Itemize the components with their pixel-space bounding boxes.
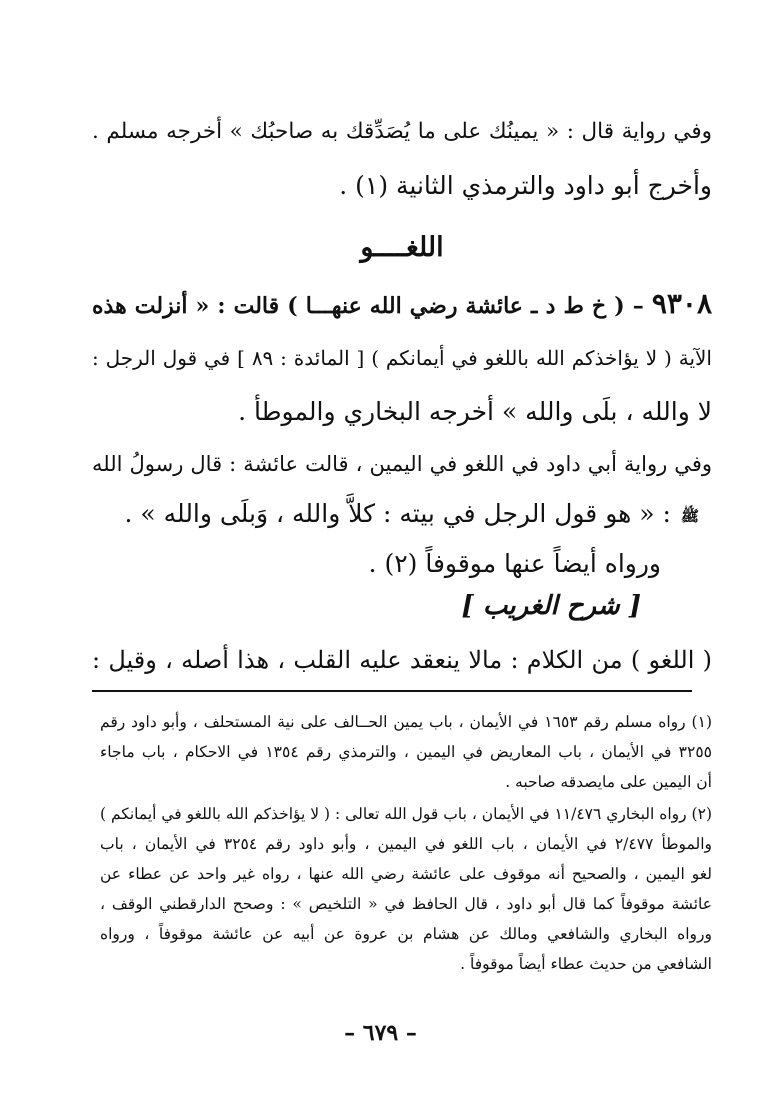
footnote-2-line-5: ورواه البخاري والشافعي ومالك عن هشام بن عروة عن أبيه عن عائشة موقوفاً ، ورواه <box>100 925 712 943</box>
salawat-symbol: ﷺ <box>680 506 699 525</box>
footnote-2-line-1: (٢) رواه البخاري ١١/٤٧٦ في الأيمان ، باب قول الله تعالى : ( لا يؤاخذكم الله باللغو في أيمانكم ) <box>99 805 712 823</box>
footnote-2-line-3: لغو اليمين ، والصحيح أنه موقوف على عائشة رضي الله عنها ، رواه غير واحد عن عطاء عن <box>100 865 712 883</box>
text-line-7-content: : « هو قول الرجل في بيته : كلاَّ والله ، وَبلَى والله » . <box>124 499 671 528</box>
section-title: اللغــــو <box>360 232 444 263</box>
text-line-4: الآية ( لا يؤاخذكم الله باللغو في أيمانكم ) [ المائدة : ٨٩ ] في قول الرجل : <box>92 346 712 370</box>
text-line-7 <box>125 494 702 534</box>
text-line-8: ورواه أيضاً عنها موقوفاً (٢) . <box>368 549 661 578</box>
footnote-2-line-2: والموطأ ٢/٤٧٧ في الأيمان ، باب اللغو في اليمين ، وأبو داود رقم ٣٢٥٤ في الأيمان ، باب <box>100 835 713 853</box>
hadith-header-line <box>92 284 712 326</box>
hadith-header-text: – ( خ ط د ـ عائشة رضي الله عنهـــا ) قالت : « أنزلت هذه <box>92 293 644 319</box>
footnote-1-line-3: أن اليمين على مايصدقه صاحبه . <box>505 773 712 791</box>
sharh-heading: [ شرح الغريب ] <box>461 591 641 621</box>
text-line-6: وفي رواية أبي داود في اللغو في اليمين ، قالت عائشة : قال رسولُ الله <box>92 452 712 476</box>
text-line-1: وفي رواية قال : « يمينُك على ما يُصَدِّقك به صاحبُك » أخرجه مسلم . <box>92 119 712 144</box>
text-line-9: ( اللغو ) من الكلام : مالا ينعقد عليه القلب ، هذا أصله ، وقيل : <box>92 646 712 674</box>
footnote-1-line-1: (١) رواه مسلم رقم ١٦٥٣ في الأيمان ، باب يمين الحــالف على نية المستحلف ، وأبو داود رقم <box>100 713 712 731</box>
footnote-2-line-6: الشافعي من حديث عطاء أيضاً موقوفاً . <box>460 955 712 973</box>
hadith-number: ٩٣٠٨ <box>651 287 712 320</box>
text-line-2: وأخرج أبو داود والترمذي الثانية (١) . <box>339 171 712 200</box>
text-line-5: لا والله ، بلَى والله » أخرجه البخاري والموطأ . <box>238 397 712 426</box>
footnote-1-line-2: ٣٢٥٥ في الأيمان ، باب المعاريض في اليمين ، والترمذي رقم ١٣٥٤ في الاحكام ، باب ماجاء <box>100 743 712 761</box>
footnote-divider <box>92 690 692 692</box>
footnote-2-line-4: عائشة موقوفاً كما قال أبو داود ، قال الحافظ في « التلخيص » : وصحح الدارقطني الوقف ، <box>100 895 712 913</box>
page-number: – ٦٧٩ – <box>344 1020 417 1046</box>
